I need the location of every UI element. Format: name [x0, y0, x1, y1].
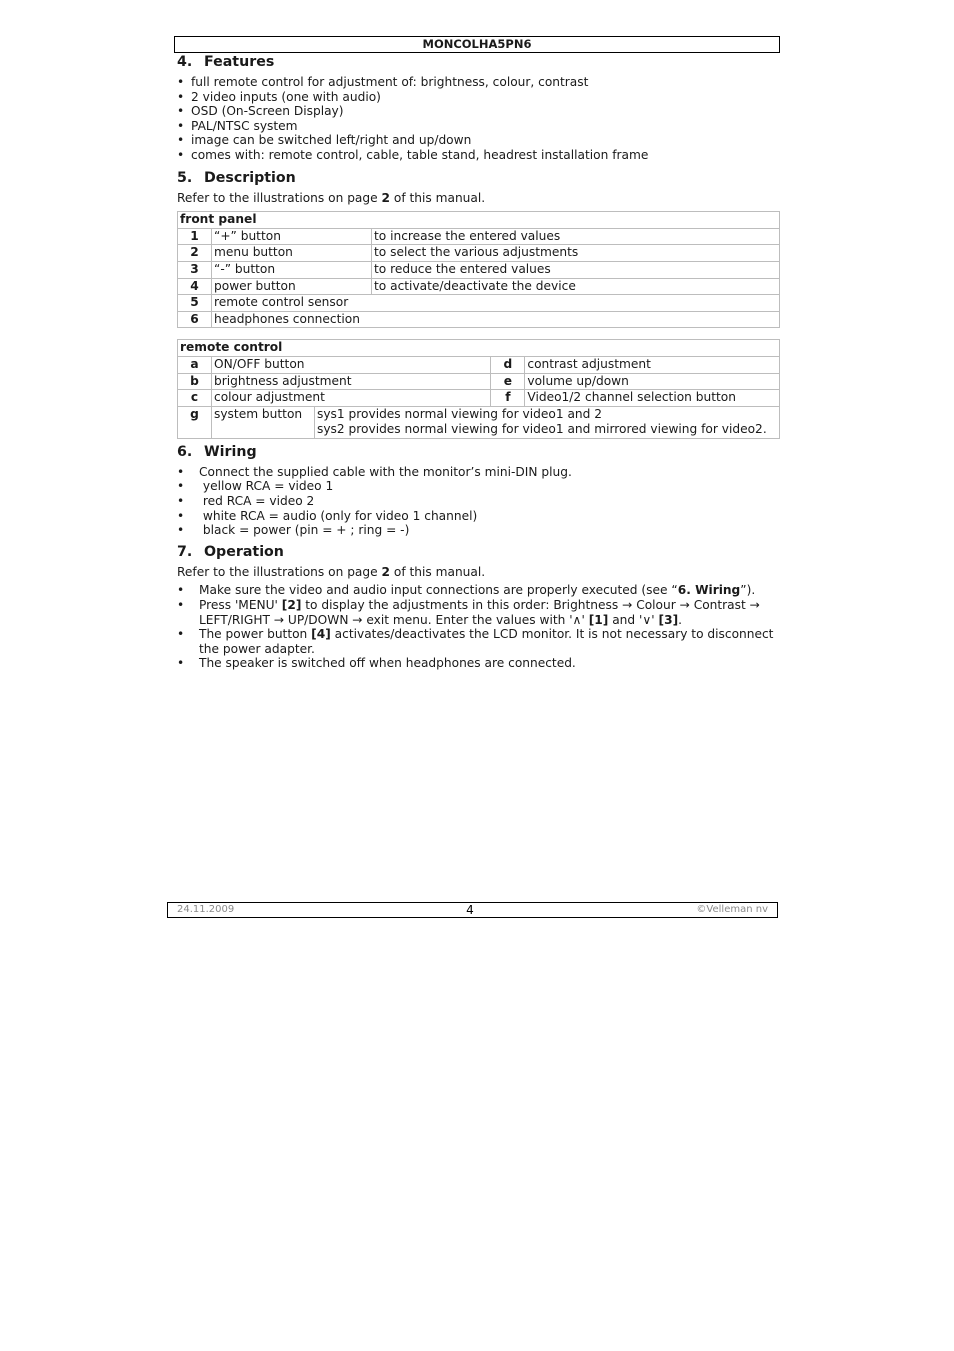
operation-intro: Refer to the illustrations on page 2 of this manual. [177, 564, 486, 579]
list-item: • The power button [4] activates/deactivates the LCD monitor. It is not necessary to disconnect the power adapter. [177, 627, 780, 656]
list-item: • Press 'MENU' [2] to display the adjustments in this order: Brightness → Colour → Contrast → LEFT/RIGHT → UP/DOWN → exit menu. Enter the values with '∧' [1] and '∨' [3]. [177, 598, 780, 627]
wiring-heading: 6. Wiring [177, 443, 257, 460]
footer-date: 24.11.2009 [177, 904, 235, 915]
list-item: • yellow RCA = video 1 [177, 479, 780, 494]
list-item: • 2 video inputs (one with audio) [177, 90, 780, 105]
table-title: front panel [178, 212, 780, 229]
list-item: • Make sure the video and audio input connections are properly executed (see “6. Wiring”). [177, 583, 780, 598]
list-item: • PAL/NTSC system [177, 119, 780, 134]
footer [167, 902, 778, 918]
table-row: c colour adjustment f Video1/2 channel selection button [178, 390, 780, 407]
table-row: a ON/OFF button d contrast adjustment [178, 356, 780, 373]
list-item: • The speaker is switched off when headphones are connected. [177, 656, 780, 671]
wiring-list [177, 465, 780, 538]
table-row: 6 headphones connection [178, 311, 780, 328]
operation-list [177, 583, 780, 671]
front-panel-table [177, 211, 780, 328]
table-row: 3 “-” button to reduce the entered values [178, 261, 780, 278]
table-row: b brightness adjustment e volume up/down [178, 373, 780, 390]
features-list [177, 75, 780, 163]
list-item: • white RCA = audio (only for video 1 channel) [177, 509, 780, 524]
page-number: 4 [466, 903, 474, 917]
list-item: • image can be switched left/right and up/down [177, 133, 780, 148]
remote-control-table [177, 339, 780, 439]
list-item: • red RCA = video 2 [177, 494, 780, 509]
header-model: MONCOLHA5PN6 [174, 36, 780, 53]
table-row: 4 power button to activate/deactivate the device [178, 278, 780, 295]
table-row: 5 remote control sensor [178, 295, 780, 312]
list-item: • black = power (pin = + ; ring = -) [177, 523, 780, 538]
description-intro: Refer to the illustrations on page 2 of this manual. [177, 190, 486, 205]
list-item: • Connect the supplied cable with the monitor’s mini-DIN plug. [177, 465, 780, 480]
list-item: • comes with: remote control, cable, table stand, headrest installation frame [177, 148, 780, 163]
operation-heading: 7. Operation [177, 543, 284, 560]
table-title: remote control [178, 340, 780, 357]
list-item: • OSD (On-Screen Display) [177, 104, 780, 119]
table-row: 1 “+” button to increase the entered values [178, 228, 780, 245]
table-row: g system button sys1 provides normal viewing for video1 and 2 sys2 provides normal viewing for video1 and mirrored viewing for video2. [178, 406, 780, 438]
list-item: • full remote control for adjustment of: brightness, colour, contrast [177, 75, 780, 90]
footer-copyright: ©Velleman nv [696, 904, 768, 915]
description-heading: 5. Description [177, 169, 296, 186]
content [177, 53, 780, 671]
features-heading: 4. Features [177, 54, 275, 70]
table-row: 2 menu button to select the various adjustments [178, 245, 780, 262]
